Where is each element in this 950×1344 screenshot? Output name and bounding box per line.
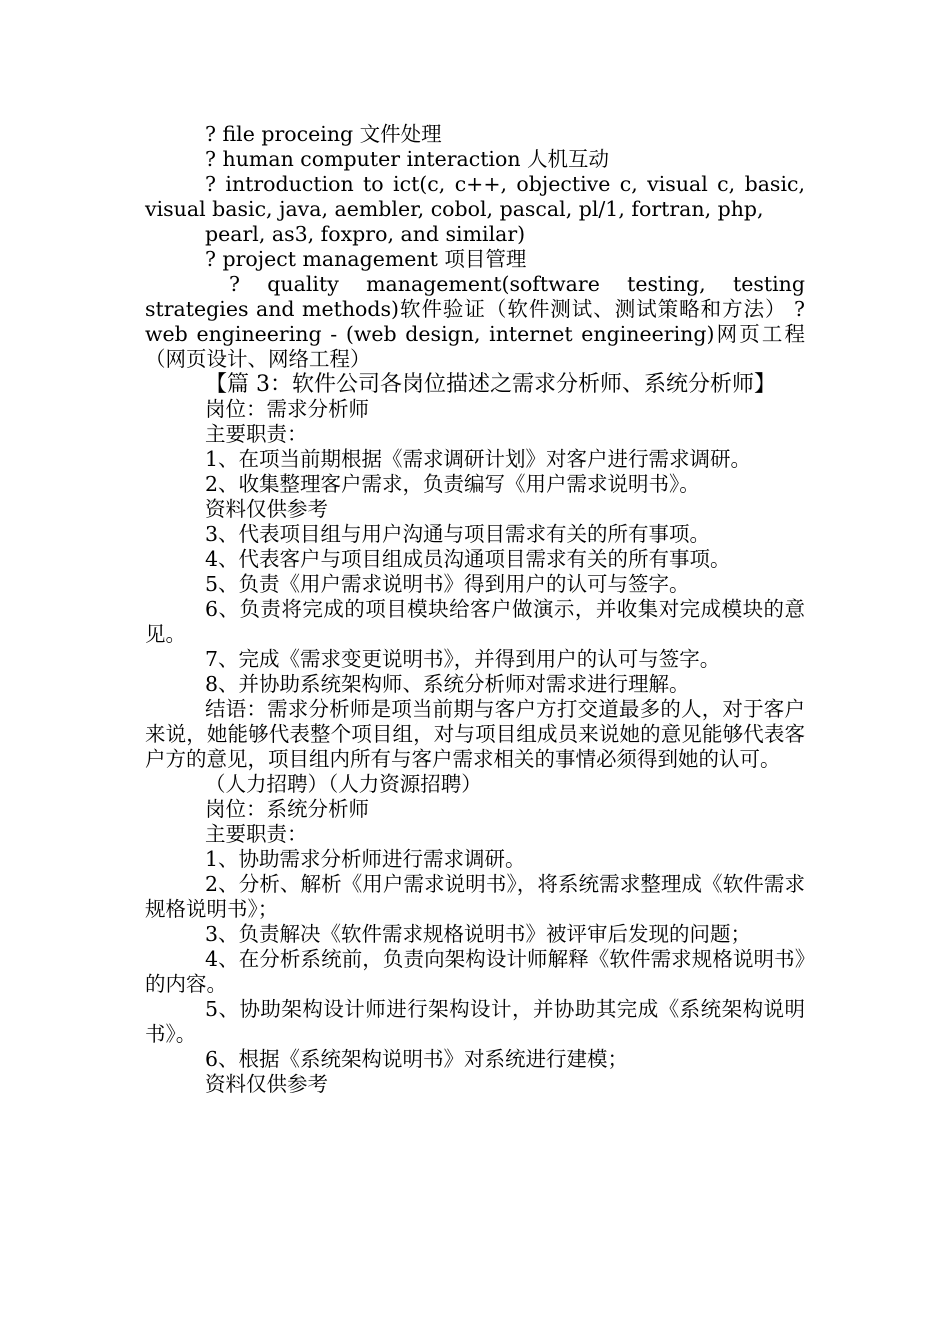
duty-item: 4、在分析系统前，负责向架构设计师解释《软件需求规格说明书》的内容。	[145, 947, 805, 996]
section-heading: 【篇 3：软件公司各岗位描述之需求分析师、系统分析师】	[205, 372, 776, 397]
duty-item: 2、收集整理客户需求，负责编写《用户需求说明书》。	[205, 472, 700, 496]
duty-item: 1、协助需求分析师进行需求调研。	[205, 847, 526, 871]
duty-item: 3、负责解决《软件需求规格说明书》被评审后发现的问题；	[205, 922, 752, 946]
duty-item: 8、并协助系统架构师、系统分析师对需求进行理解。	[205, 672, 690, 696]
course-item-file-processing: ? file proceing 文件处理	[205, 122, 442, 146]
duty-item: 6、负责将完成的项目模块给客户做演示，并收集对完成模块的意见。	[145, 597, 805, 646]
reference-note: 资料仅供参考	[205, 1072, 328, 1096]
duty-item: 5、协助架构设计师进行架构设计，并协助其完成《系统架构说明书》。	[145, 997, 805, 1046]
course-item-intro-ict: ? introduction to ict(c, c++, objective c, visual c, basic, visual basic, java, aembler, cobol, pascal, pl/1, fortran, php,	[145, 172, 805, 221]
duties-heading: 主要职责：	[205, 422, 308, 446]
duties-heading: 主要职责：	[205, 822, 308, 846]
recruitment-note: （人力招聘）（人力资源招聘）	[205, 772, 482, 796]
duty-item: 6、根据《系统架构说明书》对系统进行建模；	[205, 1047, 629, 1071]
reference-note: 资料仅供参考	[205, 497, 328, 521]
duty-item: 3、代表项目组与用户沟通与项目需求有关的所有事项。	[205, 522, 711, 546]
conclusion-paragraph: 结语：需求分析师是项当前期与客户方打交道最多的人，对于客户来说，她能够代表整个项目组，对与项目组成员来说她的意见能够代表客户方的意见，项目组内所有与客户需求相关的事情必须得到她的认可。	[145, 697, 805, 771]
document-body	[145, 122, 805, 1097]
duty-item: 5、负责《用户需求说明书》得到用户的认可与签字。	[205, 572, 690, 596]
duty-item: 2、分析、解析《用户需求说明书》，将系统需求整理成《软件需求规格说明书》；	[145, 872, 805, 921]
course-item-hci: ? human computer interaction 人机互动	[205, 147, 610, 171]
role-title-systems-analyst: 岗位：系统分析师	[205, 797, 369, 821]
duty-item: 4、代表客户与项目组成员沟通项目需求有关的所有事项。	[205, 547, 731, 571]
role-title-requirements-analyst: 岗位：需求分析师	[205, 397, 369, 421]
course-item-quality-web: ? quality management(software testing, testing strategies and methods)软件验证（软件测试、测试策略和方法） ? web engineering - (web design, internet engineering)网页工程（网页设计、网络工程）	[145, 272, 805, 371]
course-item-project-management: ? project management 项目管理	[205, 247, 527, 271]
duty-item: 1、在项当前期根据《需求调研计划》对客户进行需求调研。	[205, 447, 752, 471]
duty-item: 7、完成《需求变更说明书》，并得到用户的认可与签字。	[205, 647, 721, 671]
course-item-intro-ict-cont: pearl, as3, foxpro, and similar)	[205, 222, 526, 246]
